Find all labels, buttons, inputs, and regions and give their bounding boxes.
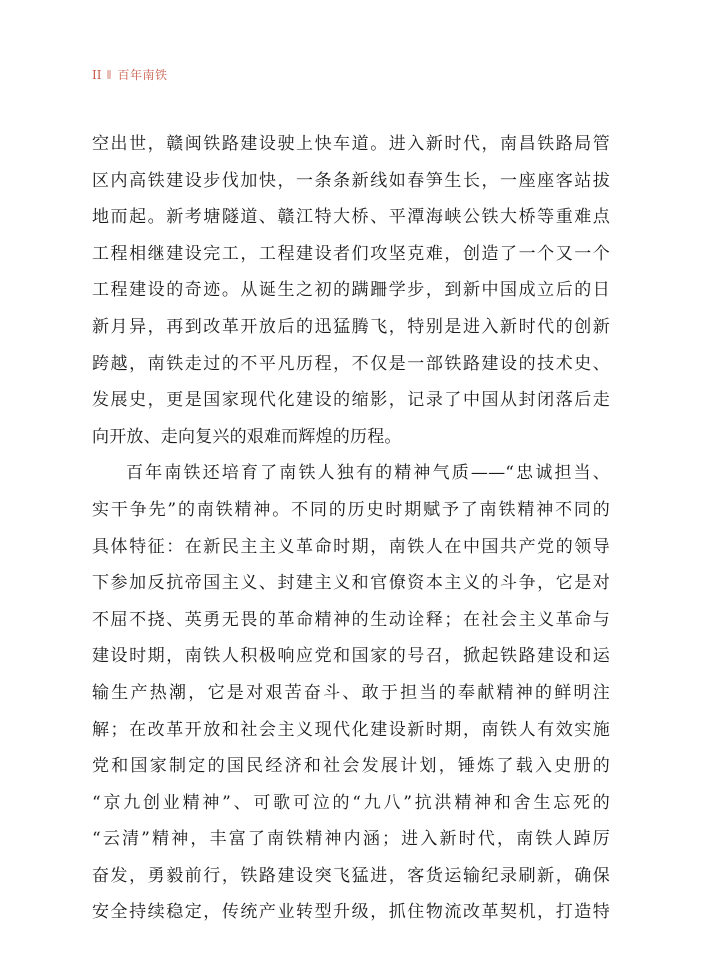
text-line: 工程建设的奇迹。从诞生之初的蹒跚学步，到新中国成立后的日 [92, 280, 610, 301]
text-line: 区内高铁建设步伐加快，一条条新线如春笋生长，一座座客站拔 [92, 170, 610, 191]
text-line: 发展史，更是国家现代化建设的缩影，记录了中国从封闭落后走 [92, 390, 610, 411]
paragraph-end-line: 向开放、走向复兴的艰难而辉煌的历程。 [92, 426, 402, 447]
page-number: II [92, 67, 102, 82]
text-line: 安全持续稳定，传统产业转型升级，抓住物流改革契机，打造特 [92, 902, 610, 923]
text-line: 跨越，南铁走过的不平凡历程，不仅是一部铁路建设的技术史、 [92, 353, 610, 374]
text-line: 工程相继建设完工，工程建设者们攻坚克难，创造了一个又一个 [92, 243, 610, 264]
running-header [92, 66, 168, 83]
text-line: 奋发，勇毅前行，铁路建设突飞猛进，客货运输纪录刷新，确保 [92, 865, 610, 886]
text-line: “云清”精神，丰富了南铁精神内涵；进入新时代，南铁人踔厉 [92, 829, 610, 850]
text-line: 党和国家制定的国民经济和社会发展计划，锤炼了载入史册的 [92, 756, 610, 777]
text-line: 输生产热潮，它是对艰苦奋斗、敢于担当的奉献精神的鲜明注 [92, 682, 610, 703]
text-line: 具体特征：在新民主主义革命时期，南铁人在中国共产党的领导 [92, 536, 610, 557]
header-divider-mark [107, 70, 111, 79]
text-line: 空出世，赣闽铁路建设驶上快车道。进入新时代，南昌铁路局管 [92, 134, 610, 154]
text-line: 实干争先”的南铁精神。不同的历史时期赋予了南铁精神不同的 [92, 499, 610, 520]
text-line: 建设时期，南铁人积极响应党和国家的号召，掀起铁路建设和运 [92, 646, 610, 667]
paragraph-start-line: 百年南铁还培育了南铁人独有的精神气质——“忠诚担当、 [126, 463, 610, 484]
text-line: 下参加反抗帝国主义、封建主义和官僚资本主义的斗争，它是对 [92, 573, 610, 594]
text-line: 地而起。新考塘隧道、赣江特大桥、平潭海峡公铁大桥等重难点 [92, 207, 610, 228]
body-text [92, 126, 610, 931]
text-line: 新月异，再到改革开放后的迅猛腾飞，特别是进入新时代的创新 [92, 316, 610, 337]
text-line: 解；在改革开放和社会主义现代化建设新时期，南铁人有效实施 [92, 719, 610, 740]
text-line: 不屈不挠、英勇无畏的革命精神的生动诠释；在社会主义革命与 [92, 609, 610, 630]
book-title: 百年南铁 [117, 68, 168, 82]
text-line: “京九创业精神”、可歌可泣的“九八”抗洪精神和舍生忘死的 [92, 792, 610, 813]
